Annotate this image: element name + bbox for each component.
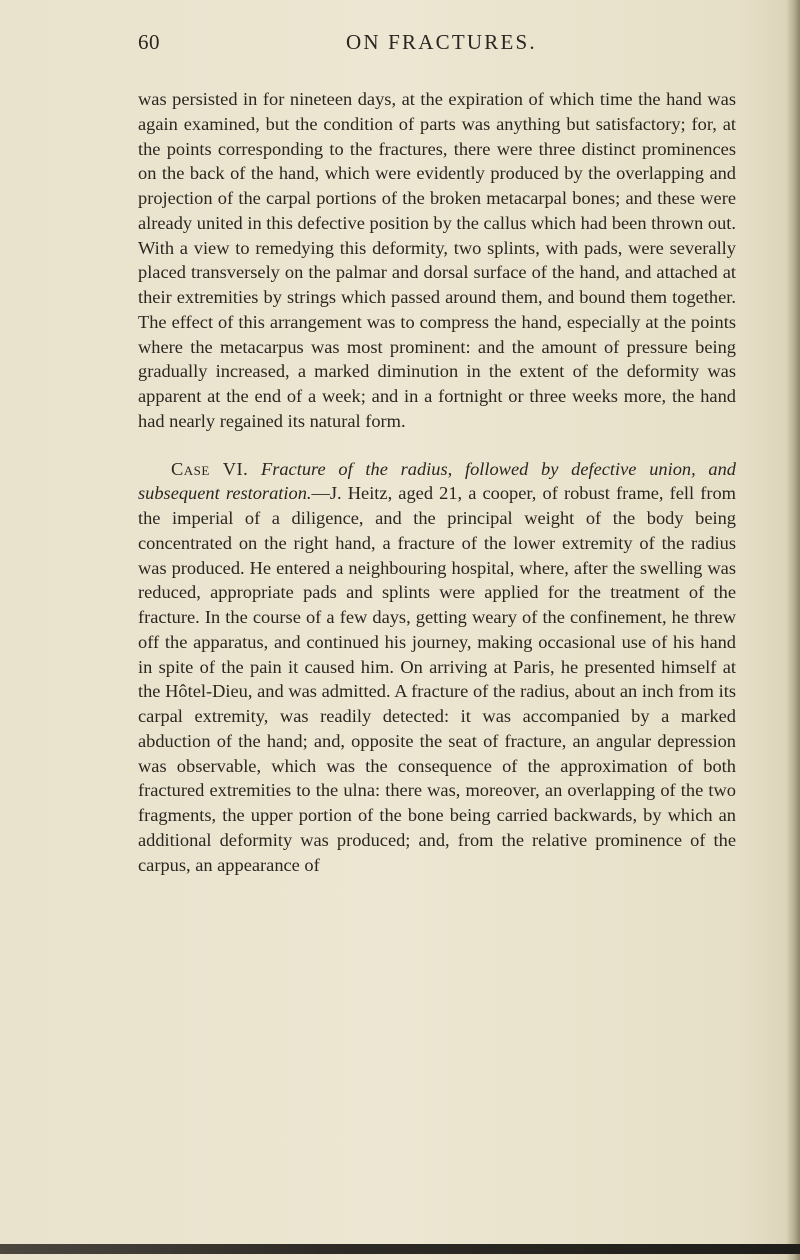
paragraph-2-text: —J. Heitz, aged 21, a cooper, of robust frame, fell from the imperial of a diligence, and the principal weight of the body being concentrated on the right hand, a fracture of the lower extremity of the radius was produced. He entered a neighbouring hospital, where, after the swelling was reduced, appropriate pads and splints were applied for the treatment of the fracture. In the course of a few days, getting weary of the confinement, he threw off the apparatus, and continued his journey, making occasional use of his hand in spite of the pain it caused him. On arriving at Paris, he presented himself at the Hôtel-Dieu, and was admitted. A fracture of the radius, about an inch from its carpal extremity, was readily detected: it was accompanied by a marked abduction of the hand; and, opposite the seat of fracture, an angular depression was observable, which was the consequence of the approximation of both fractured extremities to the ulna: there was, moreover, an overlapping of the two fragments, the upper portion of the bone being carried backwards, by which an additional deformity was produced; and, from the relative prominence of the carpus, an appearance of xyxy=(138,483,736,875)
page-number: 60 xyxy=(138,30,160,54)
paragraph-1-text: was persisted in for nineteen days, at the expiration of which time the hand was again examined, but the condition of parts was anything but satisfactory; for, at the points corresponding to the fractures, there were three distinct prominences on the back of the hand, which were evidently produced by the overlapping and projection of the carpal portions of the broken metacarpal bones; and these were already united in this defective position by the callus which had been thrown out. With a view to remedying this deformity, two splints, with pads, were severally placed transversely on the palmar and dorsal surface of the hand, and attached at their extremities by strings which passed around them, and bound them together. The effect of this arrangement was to compress the hand, especially at the points where the metacarpus was most prominent: and the amount of pressure being gradually increased, a marked diminution in the extent of the deformity was apparent at the end of a week; and in a fortnight or three weeks more, the hand had nearly regained its natural form. xyxy=(138,89,736,431)
bottom-edge-rule xyxy=(0,1244,800,1254)
case-title: Fracture of the radius, followed by defective union, and subsequent restoration. xyxy=(138,458,736,504)
case-label: Case VI. xyxy=(171,458,249,479)
body-text xyxy=(138,87,736,877)
page-header xyxy=(138,30,738,60)
running-head: ON FRACTURES. xyxy=(346,30,537,54)
paragraph-continuation xyxy=(138,87,736,434)
page-edge-shadow xyxy=(786,0,800,1260)
paragraph-case-vi xyxy=(138,457,736,878)
